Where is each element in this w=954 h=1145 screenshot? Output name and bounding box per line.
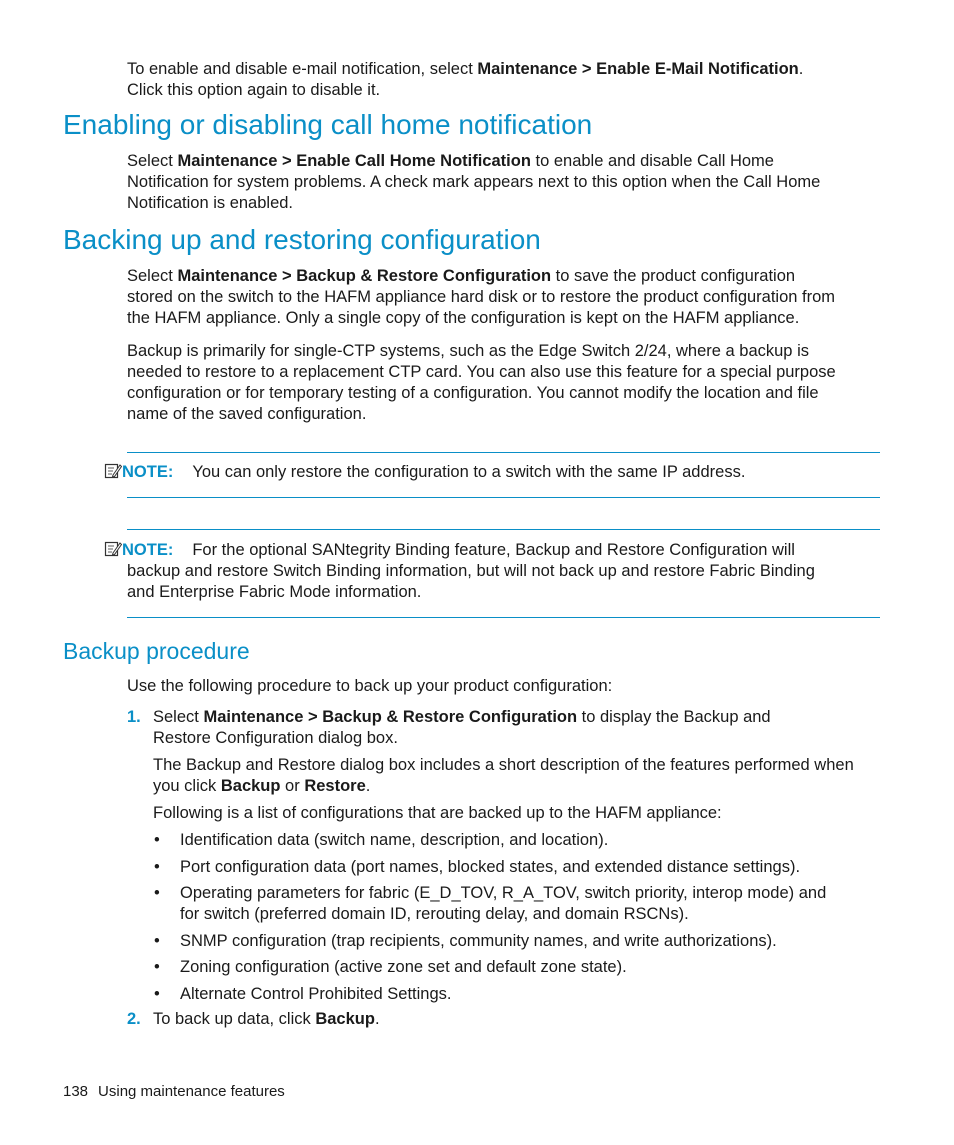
note-pencil-icon bbox=[104, 462, 122, 480]
step-1 bbox=[0, 707, 954, 1007]
br2-line2: needed to restore to a replacement CTP card. You can also use this feature for a special purpose bbox=[127, 363, 836, 381]
step-2 bbox=[0, 1009, 954, 1033]
br-line3: the HAFM appliance. Only a single copy of the configuration is kept on the HAFM appliance. bbox=[127, 309, 800, 327]
step1-list-intro: Following is a list of configurations that are backed up to the HAFM appliance: bbox=[153, 804, 722, 822]
list-item-continuation: for switch (preferred domain ID, rerouting delay, and domain RSCNs). bbox=[180, 905, 689, 923]
note2-line2: backup and restore Switch Binding information, but will not back up and restore Fabric Binding bbox=[127, 562, 815, 580]
intro-text: To enable and disable e-mail notification, select bbox=[127, 60, 478, 78]
note1-top-rule bbox=[127, 452, 880, 453]
step2-pre: To back up data, click bbox=[153, 1010, 316, 1028]
note2-top-rule bbox=[127, 529, 880, 530]
step-1-number: 1. bbox=[127, 708, 141, 726]
list-item: Operating parameters for fabric (E_D_TOV, R_A_TOV, switch priority, interop mode) and bbox=[180, 884, 827, 902]
list-bullet: • bbox=[154, 858, 160, 876]
list-bullet: • bbox=[154, 985, 160, 1003]
intro-line2: Click this option again to disable it. bbox=[127, 81, 381, 99]
step1-line2: Restore Configuration dialog box. bbox=[153, 729, 398, 747]
br-pre: Select bbox=[127, 267, 178, 285]
note1-bottom-rule bbox=[127, 497, 880, 498]
list-bullet: • bbox=[154, 958, 160, 976]
backup-keyword: Backup bbox=[315, 1010, 375, 1028]
step1-pre: Select bbox=[153, 708, 204, 726]
footer-chapter-title: Using maintenance features bbox=[98, 1083, 285, 1100]
note2-line1: For the optional SANtegrity Binding feature, Backup and Restore Configuration will bbox=[192, 541, 795, 559]
intro-period: . bbox=[798, 60, 804, 78]
step1-post: to display the Backup and bbox=[577, 708, 771, 726]
page-footer bbox=[63, 1083, 285, 1101]
call-home-post: to enable and disable Call Home bbox=[530, 152, 774, 170]
br2-line3: configuration or for temporary testing of a configuration. You cannot modify the location and file bbox=[127, 384, 819, 402]
list-item: Port configuration data (port names, blocked states, and extended distance settings). bbox=[180, 858, 801, 876]
list-bullet: • bbox=[154, 932, 160, 950]
br-post: to save the product configuration bbox=[551, 267, 796, 285]
note-pencil-icon bbox=[104, 540, 122, 558]
note-label: NOTE: bbox=[122, 463, 174, 481]
step1-desc-line1: The Backup and Restore dialog box includes a short description of the features performed when bbox=[153, 756, 854, 774]
step2-post: . bbox=[374, 1010, 380, 1028]
list-bullet: • bbox=[154, 884, 160, 902]
list-item: Alternate Control Prohibited Settings. bbox=[180, 985, 452, 1003]
note1-text: You can only restore the configuration to a switch with the same IP address. bbox=[192, 463, 746, 481]
list-item: Zoning configuration (active zone set and default zone state). bbox=[180, 958, 627, 976]
step-2-number: 2. bbox=[127, 1010, 141, 1028]
list-bullet: • bbox=[154, 831, 160, 849]
call-home-pre: Select bbox=[127, 152, 178, 170]
br2-line4: name of the saved configuration. bbox=[127, 405, 367, 423]
note2-bottom-rule bbox=[127, 617, 880, 618]
call-home-paragraph bbox=[127, 151, 887, 214]
section-title-backup-procedure: Backup procedure bbox=[63, 638, 250, 664]
call-home-line2: Notification for system problems. A check mark appears next to this option when the Call Home bbox=[127, 173, 821, 191]
note-2 bbox=[104, 540, 884, 603]
step1-desc-pre: you click bbox=[153, 777, 221, 795]
note-label: NOTE: bbox=[122, 541, 174, 559]
restore-keyword: Restore bbox=[304, 777, 366, 795]
backup-restore-paragraph-2 bbox=[127, 341, 887, 425]
intro-paragraph bbox=[127, 59, 887, 101]
br-line2: stored on the switch to the HAFM appliance hard disk or to restore the product configuration from bbox=[127, 288, 836, 306]
intro-menu-path: Maintenance > Enable E-Mail Notification bbox=[477, 60, 799, 78]
note2-line3: and Enterprise Fabric Mode information. bbox=[127, 583, 422, 601]
backup-restore-paragraph-1 bbox=[127, 266, 887, 329]
call-home-menu-path: Maintenance > Enable Call Home Notification bbox=[177, 152, 531, 170]
br2-line1: Backup is primarily for single-CTP systems, such as the Edge Switch 2/24, where a backup is bbox=[127, 342, 809, 360]
step1-desc-mid: or bbox=[280, 777, 305, 795]
procedure-intro bbox=[127, 676, 887, 697]
call-home-line3: Notification is enabled. bbox=[127, 194, 294, 212]
br-menu-path: Maintenance > Backup & Restore Configuration bbox=[177, 267, 552, 285]
procedure-intro-text: Use the following procedure to back up your product configuration: bbox=[127, 677, 613, 695]
note-1 bbox=[104, 462, 884, 483]
section-title-call-home: Enabling or disabling call home notification bbox=[63, 109, 593, 140]
step1-menu-path: Maintenance > Backup & Restore Configuration bbox=[203, 708, 578, 726]
list-item: SNMP configuration (trap recipients, community names, and write authorizations). bbox=[180, 932, 777, 950]
section-title-backup-restore: Backing up and restoring configuration bbox=[63, 224, 541, 255]
step1-desc-post: . bbox=[365, 777, 371, 795]
backup-keyword: Backup bbox=[220, 777, 281, 795]
list-item: Identification data (switch name, description, and location). bbox=[180, 831, 609, 849]
page-number: 138 bbox=[63, 1083, 89, 1100]
